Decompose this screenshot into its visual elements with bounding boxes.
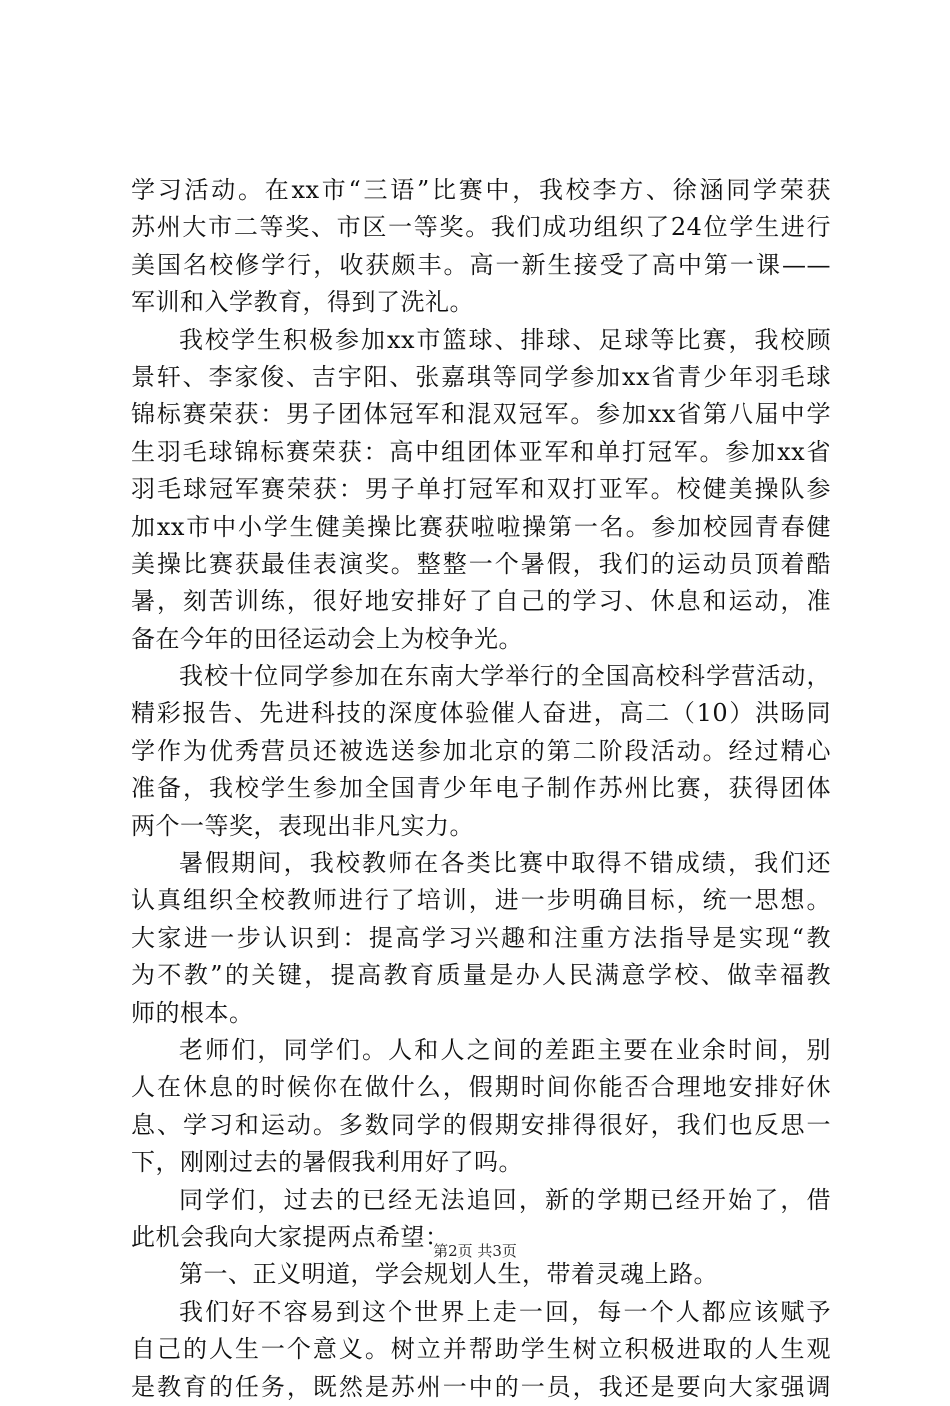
text-line: 军训和入学教育，得到了洗礼。 <box>131 288 474 317</box>
text-line: 暑假期间，我校教师在各类比赛中取得不错成绩，我们还 <box>179 849 831 878</box>
text-line: 息、学习和运动。多数同学的假期安排得很好，我们也反思一 <box>131 1110 831 1139</box>
body-text <box>131 172 831 1406</box>
text-line: 两个一等奖，表现出非凡实力。 <box>131 811 474 840</box>
text-line: 老师们，同学们。人和人之间的差距主要在业余时间，别 <box>179 1035 831 1064</box>
text-line: 景轩、李家俊、吉宇阳、张嘉琪等同学参加xx省青少年羽毛球 <box>131 362 831 391</box>
text-line: 认真组织全校教师进行了培训，进一步明确目标，统一思想。 <box>131 886 831 915</box>
text-line: 锦标赛荣获：男子团体冠军和混双冠军。参加xx省第八届中学 <box>131 400 831 429</box>
text-line: 精彩报告、先进科技的深度体验催人奋进，高二（10）洪旸同 <box>131 699 831 728</box>
text-line: 我们好不容易到这个世界上走一回，每一个人都应该赋予 <box>179 1297 831 1326</box>
text-line: 此机会我向大家提两点希望： <box>131 1222 450 1251</box>
text-line: 人在休息的时候你在做什么，假期时间你能否合理地安排好休 <box>131 1073 831 1102</box>
text-line: 同学们，过去的已经无法追回，新的学期已经开始了，借 <box>179 1185 831 1214</box>
text-line: 我校学生积极参加xx市篮球、排球、足球等比赛，我校顾 <box>179 325 831 354</box>
text-line: 为不教”的关键，提高教育质量是办人民满意学校、做幸福教 <box>131 961 831 990</box>
page-number-label: 第2页 共3页 <box>433 1242 517 1260</box>
text-line: 师的根本。 <box>131 998 254 1027</box>
text-line: 备在今年的田径运动会上为校争光。 <box>131 624 523 653</box>
text-line: 加xx市中小学生健美操比赛获啦啦操第一名。参加校园青春健 <box>131 512 831 541</box>
text-line: 下，刚刚过去的暑假我利用好了吗。 <box>131 1148 523 1177</box>
text-line: 美国名校修学行，收获颇丰。高一新生接受了高中第一课—— <box>131 250 831 279</box>
text-line: 大家进一步认识到：提高学习兴趣和注重方法指导是实现“教 <box>131 923 831 952</box>
text-line: 苏州大市二等奖、市区一等奖。我们成功组织了24位学生进行 <box>131 213 831 242</box>
text-line: 羽毛球冠军赛荣获：男子单打冠军和双打亚军。校健美操队参 <box>131 475 831 504</box>
text-line: 是教育的任务，既然是苏州一中的一员，我还是要向大家强调 <box>131 1372 831 1401</box>
text-line: 生羽毛球锦标赛荣获：高中组团体亚军和单打冠军。参加xx省 <box>131 437 831 466</box>
text-line: 第一、正义明道，学会规划人生，带着灵魂上路。 <box>179 1260 718 1289</box>
text-line: 准备，我校学生参加全国青少年电子制作苏州比赛，获得团体 <box>131 774 831 803</box>
text-line: 学习活动。在xx市“三语”比赛中，我校李方、徐涵同学荣获 <box>131 176 831 204</box>
text-line: 美操比赛获最佳表演奖。整整一个暑假，我们的运动员顶着酷 <box>131 549 831 578</box>
text-line: 暑，刻苦训练，很好地安排好了自己的学习、休息和运动，准 <box>131 587 831 616</box>
text-line: 自己的人生一个意义。树立并帮助学生树立积极进取的人生观 <box>131 1335 831 1364</box>
text-line: 我校十位同学参加在东南大学举行的全国高校科学营活动， <box>179 662 831 691</box>
text-line: 学作为优秀营员还被选送参加北京的第二阶段活动。经过精心 <box>131 736 831 765</box>
page-footer <box>0 1241 950 1261</box>
